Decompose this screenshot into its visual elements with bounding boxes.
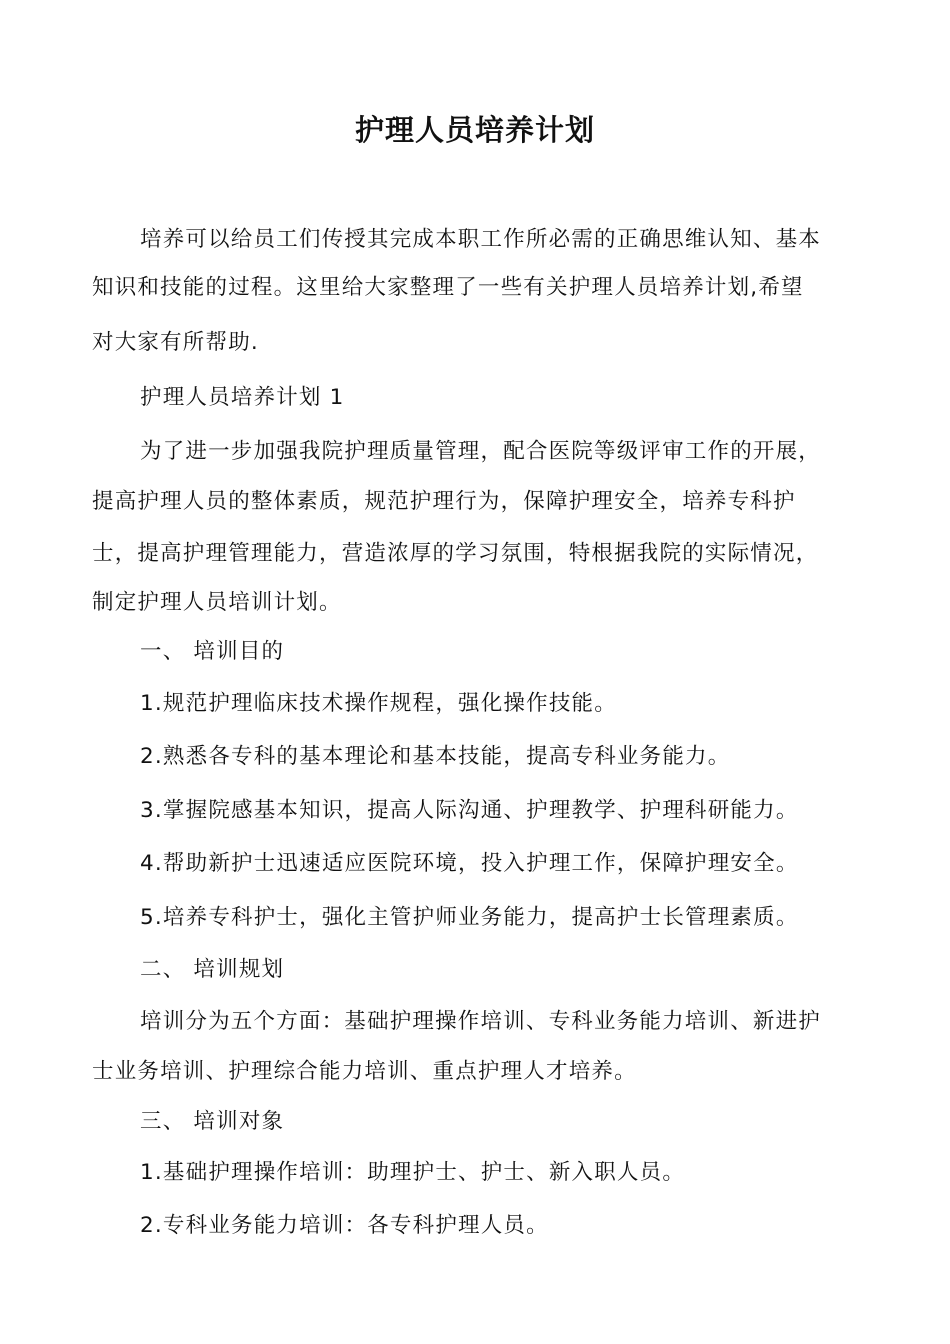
plan-intro-line-3: 士，提高护理管理能力，营造浓厚的学习氛围，特根据我院的实际情况，: [92, 541, 819, 566]
intro-line-3: 对大家有所帮助.: [92, 330, 259, 355]
plan-body-line-1: 培训分为五个方面：基础护理操作培训、专科业务能力培训、新进护: [140, 1009, 822, 1034]
audience-item-2: 2.专科业务能力培训：各专科护理人员。: [140, 1213, 549, 1238]
purpose-item-3: 3.掌握院感基本知识，提高人际沟通、护理教学、护理科研能力。: [140, 798, 799, 823]
document-title: 护理人员培养计划: [354, 113, 595, 147]
plan-body-line-2: 士业务培训、护理综合能力培训、重点护理人才培养。: [92, 1059, 637, 1084]
plan-heading: 护理人员培养计划 1: [140, 385, 345, 410]
plan-intro-line-1: 为了进一步加强我院护理质量管理，配合医院等级评审工作的开展，: [140, 439, 822, 464]
intro-line-2: 知识和技能的过程。这里给大家整理了一些有关护理人员培养计划,希望: [92, 275, 804, 300]
purpose-item-5: 5.培养专科护士，强化主管护师业务能力，提高护士长管理素质。: [140, 905, 799, 930]
section-heading-plan: 二、 培训规划: [140, 957, 285, 982]
purpose-item-4: 4.帮助新护士迅速适应医院环境，投入护理工作，保障护理安全。: [140, 851, 799, 876]
intro-line-1: 培养可以给员工们传授其完成本职工作所必需的正确思维认知、基本: [140, 227, 822, 252]
purpose-item-1: 1.规范护理临床技术操作规程，强化操作技能。: [140, 691, 617, 716]
plan-intro-line-4: 制定护理人员培训计划。: [92, 590, 342, 615]
purpose-item-2: 2.熟悉各专科的基本理论和基本技能，提高专科业务能力。: [140, 744, 731, 769]
audience-item-1: 1.基础护理操作培训：助理护士、护士、新入职人员。: [140, 1160, 686, 1185]
plan-intro-line-2: 提高护理人员的整体素质，规范护理行为，保障护理安全，培养专科护: [92, 489, 796, 514]
section-heading-audience: 三、 培训对象: [140, 1109, 285, 1134]
section-heading-purpose: 一、 培训目的: [140, 639, 285, 664]
